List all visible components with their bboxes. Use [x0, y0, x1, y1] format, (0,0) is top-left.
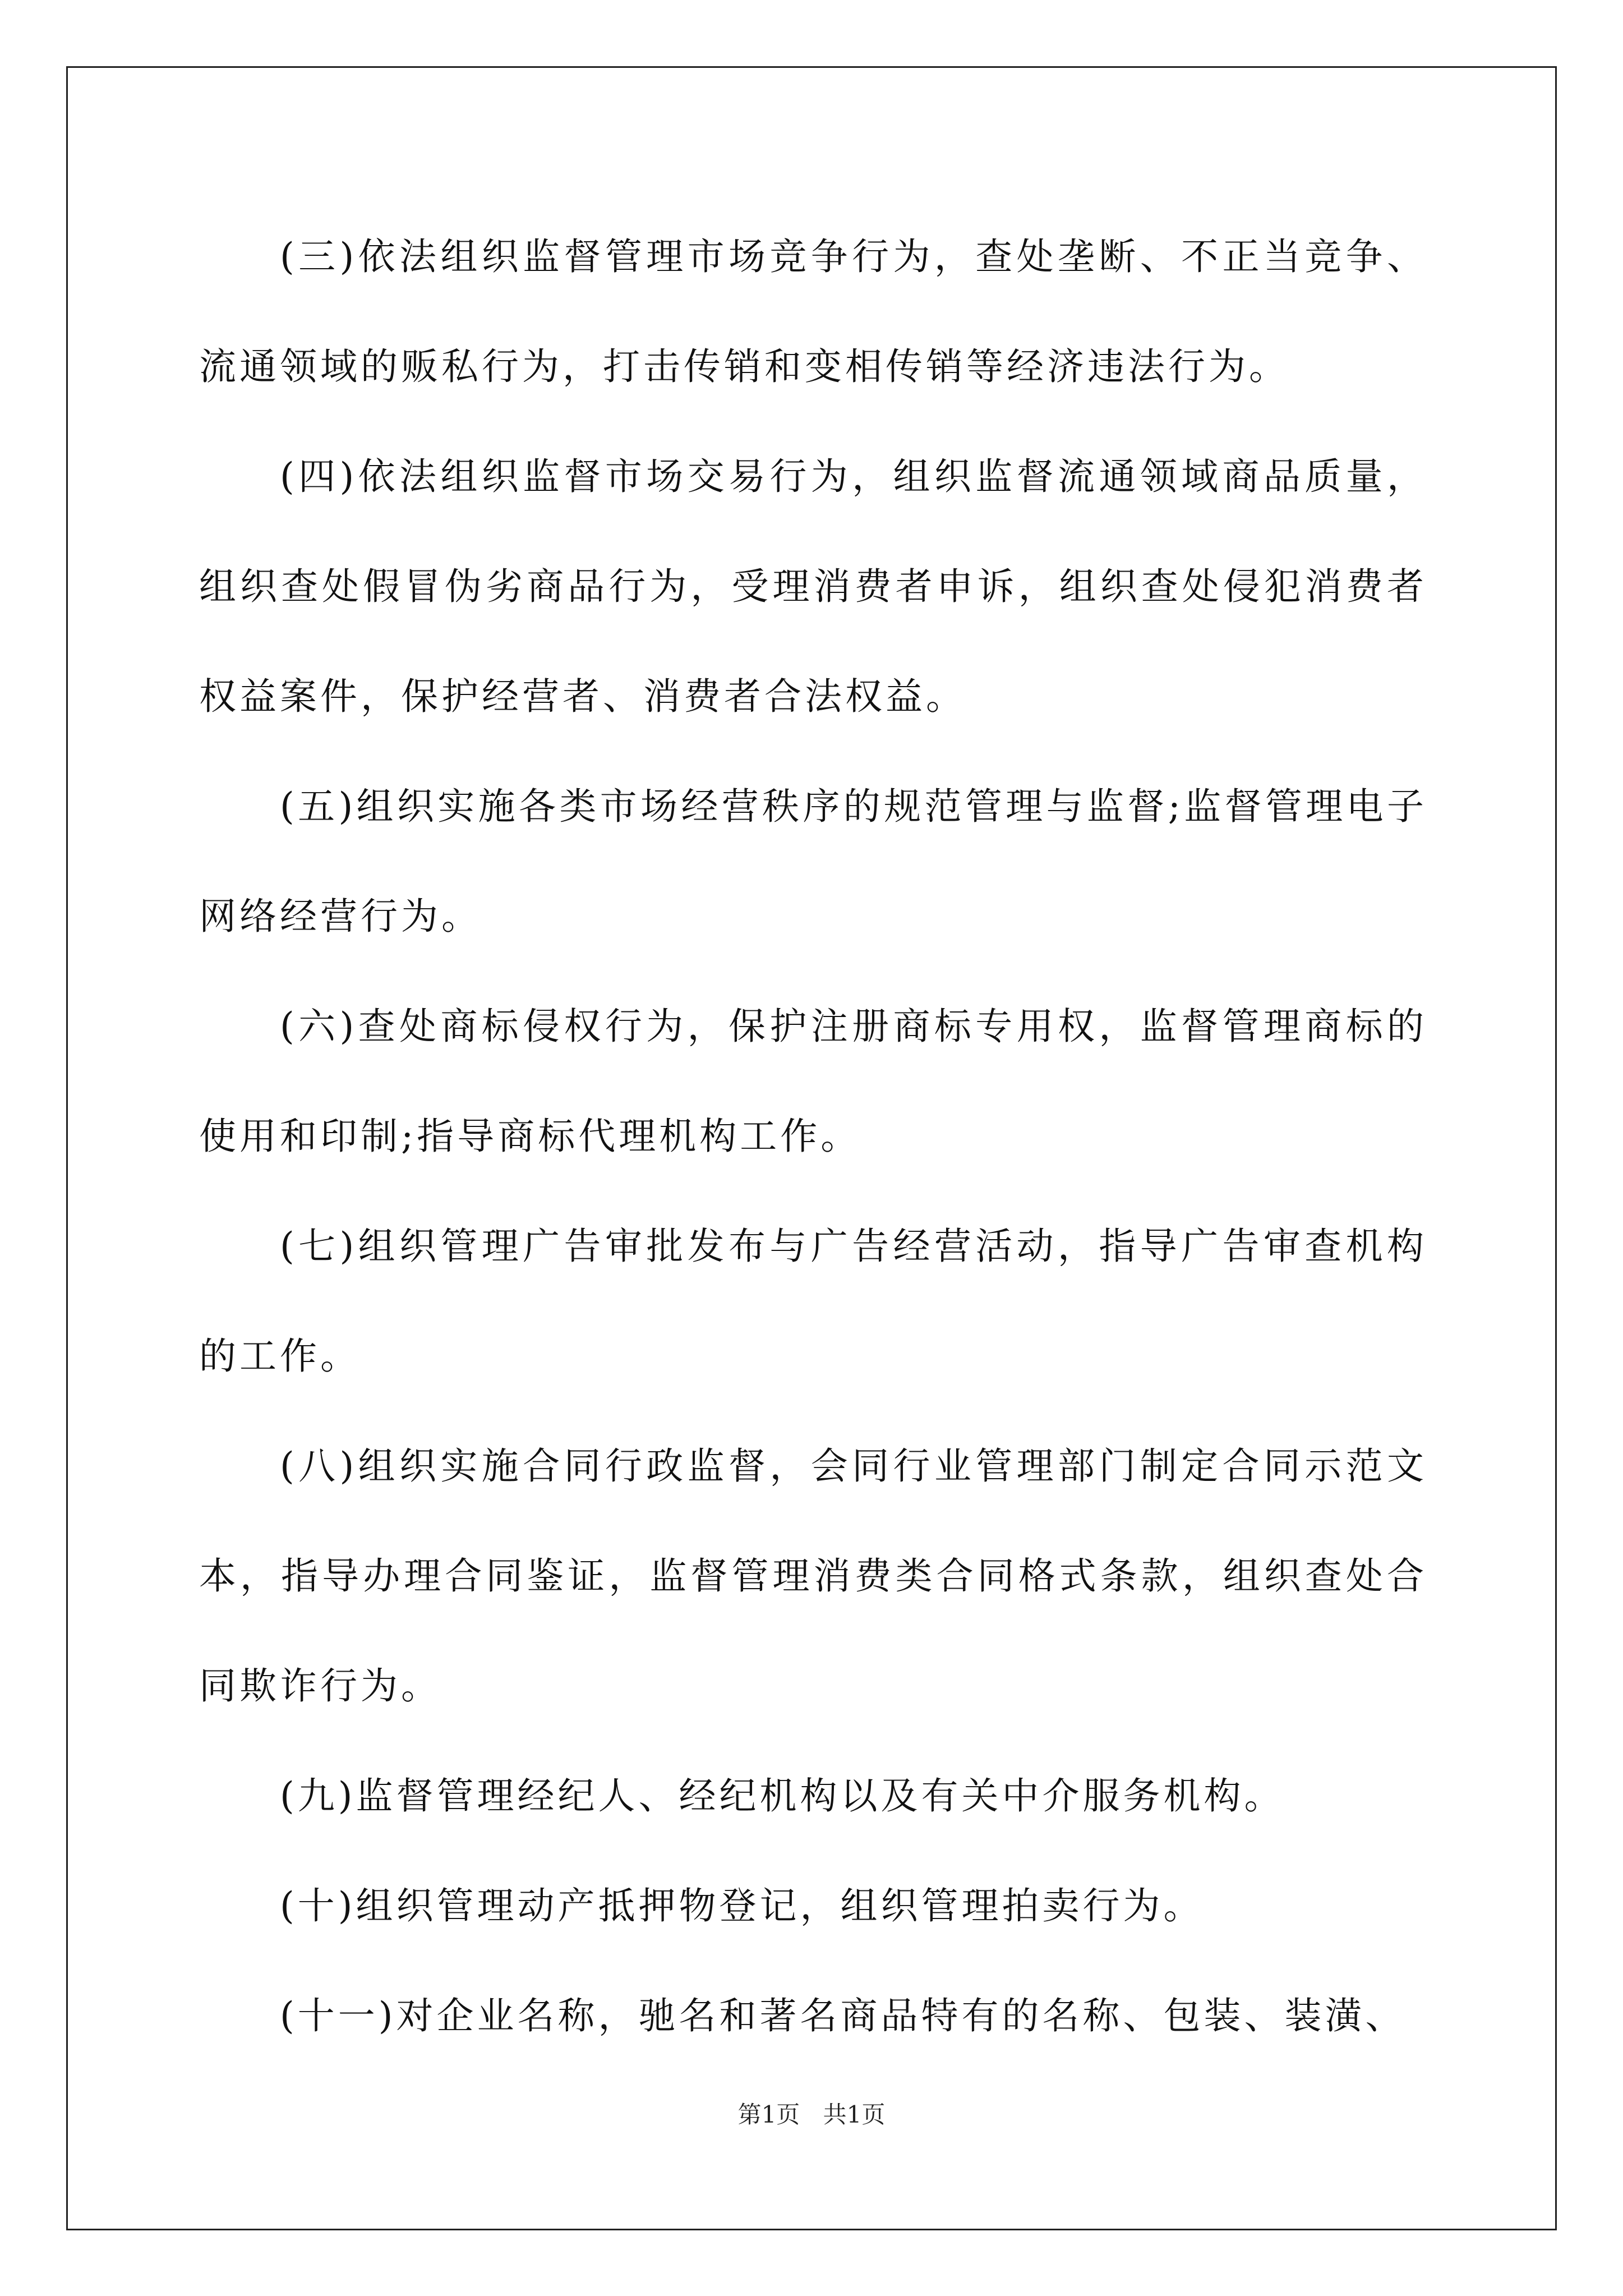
- paragraph-5: (五)组织实施各类市场经营秩序的规范管理与监督;监督管理电子网络经营行为。: [199, 785, 1427, 938]
- paragraph-3: (三)依法组织监督管理市场竞争行为，查处垄断、不正当竞争、流通领域的贩私行为，打击传销和变相传销等经济违法行为。: [199, 235, 1427, 388]
- page-number-current: 第1页: [737, 2101, 800, 2128]
- page-number-total: 共1页: [823, 2101, 886, 2128]
- paragraph-7: (七)组织管理广告审批发布与广告经营活动，指导广告审查机构的工作。: [199, 1225, 1427, 1378]
- paragraph-6: (六)查处商标侵权行为，保护注册商标专用权，监督管理商标的使用和印制;指导商标代理机构工作。: [199, 1005, 1427, 1158]
- paragraph-4: (四)依法组织监督市场交易行为，组织监督流通领域商品质量，组织查处假冒伪劣商品行为，受理消费者申诉，组织查处侵犯消费者权益案件，保护经营者、消费者合法权益。: [199, 455, 1427, 718]
- page-footer: [0, 2098, 1623, 2132]
- document-body: [199, 202, 1427, 2071]
- paragraph-8: (八)组织实施合同行政监督，会同行业管理部门制定合同示范文本，指导办理合同鉴证，监督管理消费类合同格式条款，组织查处合同欺诈行为。: [199, 1444, 1427, 1708]
- paragraph-9: (九)监督管理经纪人、经纪机构以及有关中介服务机构。: [280, 1774, 1285, 1818]
- paragraph-11: (十一)对企业名称，驰名和著名商品特有的名称、包装、装潢、: [280, 1994, 1406, 2037]
- paragraph-10: (十)组织管理动产抵押物登记，组织管理拍卖行为。: [280, 1884, 1204, 1927]
